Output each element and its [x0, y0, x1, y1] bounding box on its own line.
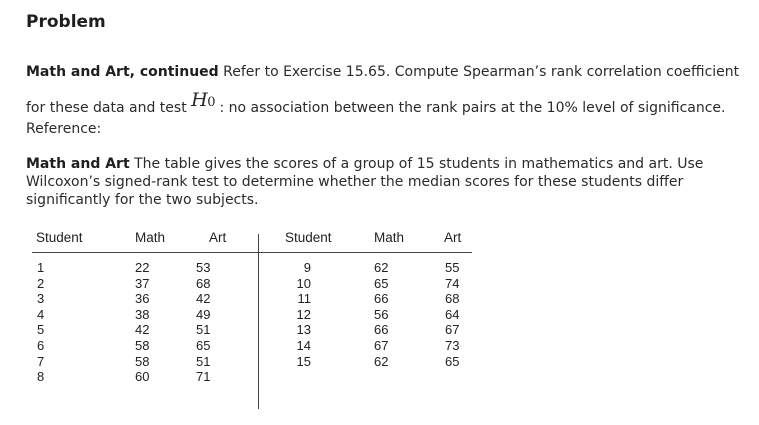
table-cell: 65	[445, 353, 460, 369]
table-cell: 66	[374, 291, 389, 307]
table-cell: 53	[196, 260, 211, 275]
table-cell: 13	[296, 322, 311, 338]
left-student-column	[37, 260, 44, 385]
header-art-left: Art	[209, 230, 227, 245]
problem-statement	[26, 55, 746, 126]
table-cell: 55	[445, 260, 460, 275]
table-cell: 37	[135, 275, 150, 291]
right-art-column	[445, 260, 459, 369]
table-cell: 62	[374, 353, 389, 369]
table-cell: 67	[445, 322, 460, 338]
table-cell: 71	[196, 369, 211, 385]
problem-text-after: : no association between the rank pairs at the 10% level of significance.	[215, 100, 726, 116]
right-student-column	[287, 260, 311, 369]
reference-title: Math and Art	[26, 156, 130, 172]
table-cell: 56	[374, 306, 389, 322]
header-math-right: Math	[374, 230, 405, 245]
table-cell: 14	[296, 337, 311, 353]
hypothesis-symbol: H0	[191, 89, 216, 111]
table-cell: 6	[37, 337, 45, 353]
left-art-column	[196, 260, 210, 385]
table-cell: 65	[374, 275, 389, 291]
table-cell: 8	[37, 369, 45, 385]
table-cell: 42	[135, 322, 150, 338]
problem-title: Math and Art, continued	[26, 64, 219, 80]
header-student-left: Student	[36, 230, 83, 245]
problem-text-before: Refer to Exercise 15.65. Compute Spearman’s rank correlation coefficient for these data and test	[26, 64, 740, 116]
table-cell: 15	[296, 353, 311, 369]
page-title: Problem	[26, 12, 106, 32]
table-cell: 38	[135, 306, 150, 322]
table-cell: 58	[135, 353, 150, 369]
table-cell: 58	[135, 337, 150, 353]
reference-label: Reference:	[26, 121, 102, 137]
table-cell: 49	[196, 306, 211, 322]
table-cell: 51	[196, 322, 211, 338]
table-cell: 60	[135, 369, 150, 385]
table-cell: 68	[196, 275, 211, 291]
table-cell: 11	[297, 291, 311, 307]
table-cell: 9	[303, 260, 311, 275]
table-cell: 64	[445, 306, 460, 322]
header-student-right: Student	[285, 230, 332, 245]
reference-text: The table gives the scores of a group of 15 students in mathematics and art. Use Wilcoxon’s signed-rank test to determine whether the median scores for these students differ significantly for the two subjects.	[26, 156, 704, 208]
table-cell: 36	[135, 291, 150, 307]
table-cell: 3	[37, 291, 45, 307]
table-cell: 67	[374, 337, 389, 353]
header-art-right: Art	[444, 230, 462, 245]
table-cell: 7	[37, 353, 45, 369]
header-math-left: Math	[135, 230, 166, 245]
table-cell: 2	[37, 275, 45, 291]
table-cell: 12	[296, 306, 311, 322]
table-cell: 51	[196, 353, 211, 369]
column-divider	[258, 234, 259, 409]
table-cell: 5	[37, 322, 45, 338]
table-cell: 22	[135, 260, 150, 275]
table-cell: 74	[445, 275, 460, 291]
table-cell: 1	[37, 260, 45, 275]
table-cell: 65	[196, 337, 211, 353]
left-math-column	[135, 260, 149, 385]
reference-statement	[26, 155, 746, 209]
table-cell: 66	[374, 322, 389, 338]
table-cell: 42	[196, 291, 211, 307]
header-rule	[32, 252, 472, 253]
table-cell: 73	[445, 337, 460, 353]
table-cell: 10	[296, 275, 311, 291]
table-cell: 4	[37, 306, 45, 322]
hypothesis-subscript: 0	[207, 95, 216, 110]
right-math-column	[374, 260, 388, 369]
table-cell: 62	[374, 260, 389, 275]
table-cell: 68	[445, 291, 460, 307]
